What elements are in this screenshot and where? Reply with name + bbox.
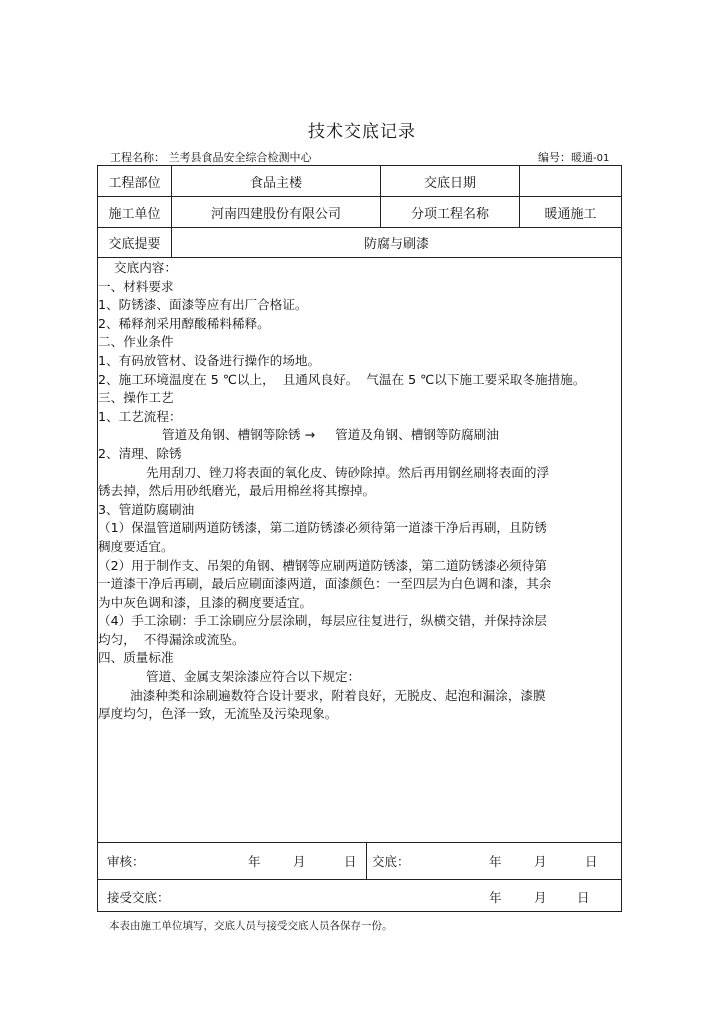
receive-label: 接受交底： <box>107 890 170 905</box>
content-line: 管道、金属支架涂漆应符合以下规定： <box>98 669 361 685</box>
row-divider <box>98 879 621 880</box>
project-label: 工程名称： <box>110 151 165 164</box>
content-line: 管道及角钢、槽钢等除锈 → 管道及角钢、槽钢等防腐刷油 <box>98 427 499 443</box>
content-line: 为中灰色调和漆，且漆的稠度要适宜。 <box>98 594 313 610</box>
summary-value: 防腐与刷漆 <box>363 237 429 252</box>
review-label: 审核： <box>107 854 145 869</box>
handover-table <box>97 165 622 912</box>
content-line: 一、材料要求 <box>98 278 174 294</box>
receive-month: 月 <box>534 890 547 905</box>
content-line: 1、防锈漆、面漆等应有出厂合格证。 <box>98 297 308 313</box>
content-line: 交底内容： <box>98 260 177 275</box>
content-line: 3、管道防腐刷油 <box>98 501 195 517</box>
project-name: 兰考县食品安全综合检测中心 <box>168 151 312 164</box>
row-divider <box>98 257 621 258</box>
content-line: 2、施工环境温度在 5 ℃以上， 且通风良好。 气温在 5 ℃以下施工要采取冬施措施。 <box>98 371 586 387</box>
content-line: 厚度均匀，色泽一致，无流坠及污染现象。 <box>98 706 338 722</box>
column-divider <box>366 842 367 879</box>
handover-label: 交底： <box>372 854 410 869</box>
review-year: 年 <box>248 854 261 869</box>
project-name-line <box>110 149 312 165</box>
handover-content <box>98 259 621 724</box>
unit-label: 施工单位 <box>108 206 161 222</box>
content-line: 锈去掉，然后用砂纸磨光，最后用棉丝将其擦掉。 <box>98 483 376 499</box>
row-divider <box>98 842 621 843</box>
unit-value: 河南四建股份有限公司 <box>210 206 341 222</box>
code-number: -01 <box>593 153 610 164</box>
content-line: 1、有码放管材、设备进行操作的场地。 <box>98 352 321 368</box>
part-label: 工程部位 <box>108 175 161 191</box>
content-line: 先用刮刀、锉刀将表面的氧化皮、铸砂除掉。然后再用钢丝刷将表面的浮 <box>98 464 550 480</box>
content-line: 稠度要适宜。 <box>98 538 174 554</box>
content-line: （1）保温管道刷两道防锈漆，第二道防锈漆必须待第一道漆干净后再刷，且防锈 <box>98 520 547 536</box>
date-label: 交底日期 <box>423 175 476 191</box>
content-line: 2、稀释剂采用醇酸稀料稀释。 <box>98 315 270 331</box>
sub-project-label: 分项工程名称 <box>410 206 489 222</box>
receive-day: 日 <box>577 890 590 905</box>
content-line: 2、清理、除锈 <box>98 445 182 461</box>
code-label: 编号： <box>538 151 571 164</box>
content-line: 一道漆干净后再刷，最后应刷面漆两道，面漆颜色：一至四层为白色调和漆，其余 <box>98 576 552 592</box>
review-month: 月 <box>293 854 306 869</box>
content-line: 均匀， 不得漏涂或流坠。 <box>98 631 245 647</box>
receive-year: 年 <box>489 890 502 905</box>
document-title: 技术交底记录 <box>308 122 416 142</box>
content-line: （4）手工涂刷：手工涂刷应分层涂刷，每层应往复进行，纵横交错，并保持涂层 <box>98 613 547 629</box>
document-code <box>538 149 609 165</box>
handover-month: 月 <box>534 854 547 869</box>
date-value <box>520 166 621 196</box>
footnote: 本表由施工单位填写，交底人员与接受交底人员各保存一份。 <box>109 920 393 932</box>
content-line: 1、工艺流程： <box>98 408 182 424</box>
summary-label: 交底提要 <box>108 237 161 252</box>
content-line: 油漆种类和涂刷遍数符合设计要求，附着良好，无脱皮、起泡和漏涂，漆膜 <box>98 687 546 703</box>
content-line: 三、操作工艺 <box>98 390 174 406</box>
content-line: （2）用于制作支、吊架的角钢、槽钢等应刷两道防锈漆，第二道防锈漆必须待第 <box>98 557 547 573</box>
sub-project-value: 暖通施工 <box>544 206 597 222</box>
handover-day: 日 <box>585 854 598 869</box>
code-prefix: 暖通 <box>571 151 593 164</box>
content-line: 四、质量标准 <box>98 650 174 666</box>
content-line: 二、作业条件 <box>98 334 174 350</box>
review-day: 日 <box>344 854 357 869</box>
part-value: 食品主楼 <box>249 175 302 191</box>
handover-year: 年 <box>489 854 502 869</box>
